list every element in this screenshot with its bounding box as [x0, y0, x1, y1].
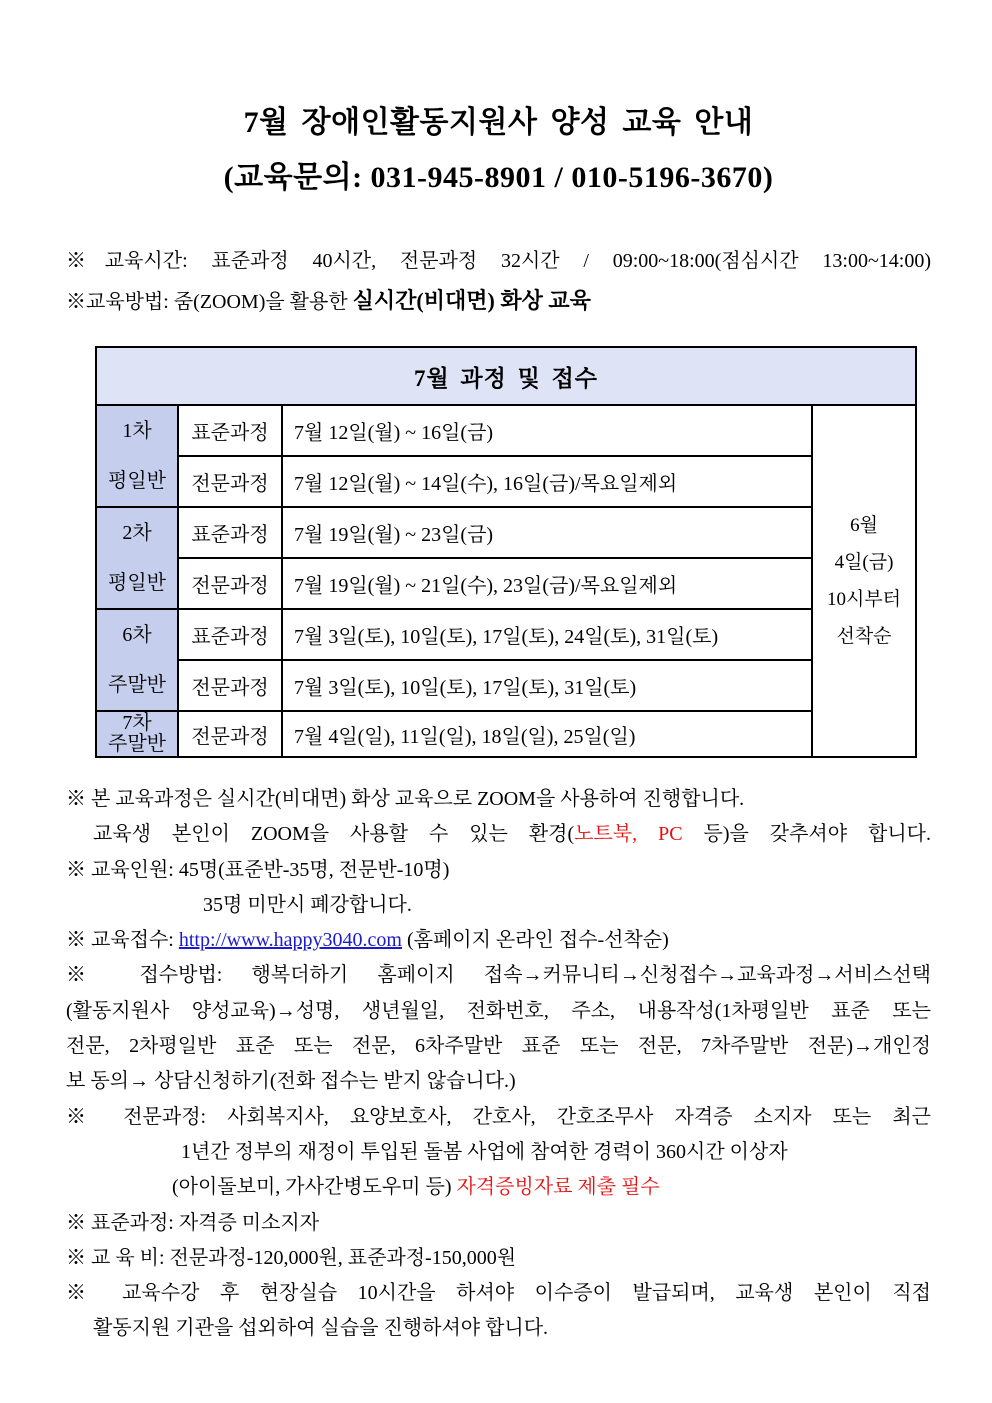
note-text: 등)을 갖추셔야 합니다. — [682, 823, 931, 846]
education-method-prefix: ※교육방법: 줌(ZOOM)을 활용한 — [66, 291, 353, 313]
note-text: (아이돌보미, 가사간병도우미 등) — [172, 1176, 457, 1199]
course-dates-cell: 7월 3일(토), 10일(토), 17일(토), 24일(토), 31일(토) — [282, 609, 812, 660]
education-time-text: ※교육시간: 표준과정 40시간, 전문과정 32시간 / 09:00~18:00(점심시간 13:00~14:00) — [66, 250, 931, 272]
note-apply-method-1 — [66, 958, 931, 993]
page-title: 7월 장애인활동지원사 양성 교육 안내 — [243, 106, 754, 139]
registration-line: 4일(금) — [834, 552, 894, 573]
note-registration-site — [66, 923, 931, 958]
note-text: 1년간 정부의 재정이 투입된 돌봄 사업에 참여한 경력이 360시간 이상자 — [181, 1140, 788, 1163]
note-text: ※ 표준과정: 자격증 미소지자 — [66, 1211, 320, 1234]
note-text: ※ 전문과정: 사회복지사, 요양보호사, 간호사, 간호조무사 자격증 소지자 또는 최근 — [66, 1105, 931, 1128]
table-title: 7월 과정 및 접수 — [96, 347, 916, 405]
note-text: ※ 교 육 비: 전문과정-120,000원, 표준과정-150,000원 — [66, 1246, 517, 1269]
registration-line: 선착순 — [836, 626, 892, 647]
registration-line: 6월 — [850, 515, 878, 536]
note-text: 전문, 2차평일반 표준 또는 전문, 6차주말반 표준 또는 전문, 7차주말반 전문)→개인정 — [66, 1035, 931, 1058]
note-text: 35명 미만시 폐강합니다. — [203, 893, 412, 916]
note-pro-course-3 — [66, 1170, 931, 1205]
course-type-cell: 전문과정 — [178, 660, 282, 711]
homepage-link[interactable]: http://www.happy3040.com — [178, 929, 402, 952]
education-time-line — [66, 241, 931, 281]
group-label: 2차 — [122, 522, 152, 544]
course-dates-cell: 7월 12일(월) ~ 16일(금) — [282, 405, 812, 456]
course-schedule-table — [95, 346, 917, 758]
course-dates-cell: 7월 3일(토), 10일(토), 17일(토), 31일(토) — [282, 660, 812, 711]
note-text: ※ 접수방법: 행복더하기 홈페이지 접속→커뮤니티→신청접수→교육과정→서비스선택 — [66, 964, 931, 987]
note-text-red: 자격증빙자료 제출 필수 — [456, 1176, 660, 1199]
note-apply-method-4 — [66, 1064, 931, 1099]
note-pro-course-2 — [66, 1135, 931, 1170]
note-text: 보 동의→ 상담신청하기(전화 접수는 받지 않습니다.) — [66, 1070, 516, 1093]
note-tuition — [66, 1241, 931, 1276]
education-method-emphasis: 실시간(비대면) 화상 교육 — [352, 288, 591, 313]
group-label: 평일반 — [108, 470, 166, 492]
note-zoom-usage — [66, 782, 931, 817]
group-cell-weekday-1 — [96, 405, 178, 507]
note-zoom-environment — [66, 817, 931, 852]
note-practicum-2 — [66, 1311, 931, 1346]
note-apply-method-2 — [66, 994, 931, 1029]
contact-line: (교육문의: 031-945-8901 / 010-5196-3670) — [223, 161, 774, 194]
course-dates-cell: 7월 12일(월) ~ 14일(수), 16일(금)/목요일제외 — [282, 456, 812, 507]
group-label: 1차 — [122, 420, 152, 442]
education-method-line — [66, 281, 931, 322]
course-type-cell: 전문과정 — [178, 456, 282, 507]
notes-section — [66, 782, 931, 1347]
group-cell-weekend-6 — [96, 609, 178, 711]
note-pro-course-1 — [66, 1100, 931, 1135]
note-capacity — [66, 853, 931, 888]
course-dates-cell: 7월 4일(일), 11일(일), 18일(일), 25일(일) — [282, 711, 812, 757]
note-text: 교육생 본인이 ZOOM을 사용할 수 있는 환경( — [93, 823, 575, 846]
group-label: 평일반 — [108, 572, 166, 594]
group-label: 주말반 — [108, 674, 166, 696]
group-cell-weekend-7 — [96, 711, 178, 757]
course-dates-cell: 7월 19일(월) ~ 23일(금) — [282, 507, 812, 558]
group-label: 주말반 — [108, 733, 166, 755]
registration-line: 10시부터 — [826, 589, 902, 610]
course-type-cell: 표준과정 — [178, 405, 282, 456]
note-text: ※ 교육접수: — [66, 929, 179, 952]
group-label: 6차 — [122, 624, 152, 646]
group-label: 7차 — [122, 712, 152, 734]
course-dates-cell: 7월 19일(월) ~ 21일(수), 23일(금)/목요일제외 — [282, 558, 812, 609]
course-type-cell: 표준과정 — [178, 609, 282, 660]
note-text: ※ 교육수강 후 현장실습 10시간을 하셔야 이수증이 발급되며, 교육생 본인이 직접 — [66, 1282, 931, 1305]
info-section — [66, 241, 931, 322]
note-text-red: 노트북, PC — [574, 823, 683, 846]
course-type-cell: 전문과정 — [178, 711, 282, 757]
note-text: ※ 본 교육과정은 실시간(비대면) 화상 교육으로 ZOOM을 사용하여 진행합니다. — [66, 788, 745, 810]
note-standard-course — [66, 1206, 931, 1241]
note-text: (활동지원사 양성교육)→성명, 생년월일, 전화번호, 주소, 내용작성(1차평일반 표준 또는 — [66, 999, 931, 1022]
note-text: (홈페이지 온라인 접수-선착순) — [401, 929, 669, 952]
course-type-cell: 전문과정 — [178, 558, 282, 609]
note-text: ※ 교육인원: 45명(표준반-35명, 전문반-10명) — [66, 858, 450, 881]
note-text: 활동지원 기관을 섭외하여 실습을 진행하셔야 합니다. — [93, 1317, 549, 1340]
course-type-cell: 표준과정 — [178, 507, 282, 558]
group-cell-weekday-2 — [96, 507, 178, 609]
note-apply-method-3 — [66, 1029, 931, 1064]
note-capacity-min — [66, 888, 931, 923]
registration-start-cell — [812, 405, 916, 757]
note-practicum-1 — [66, 1276, 931, 1311]
